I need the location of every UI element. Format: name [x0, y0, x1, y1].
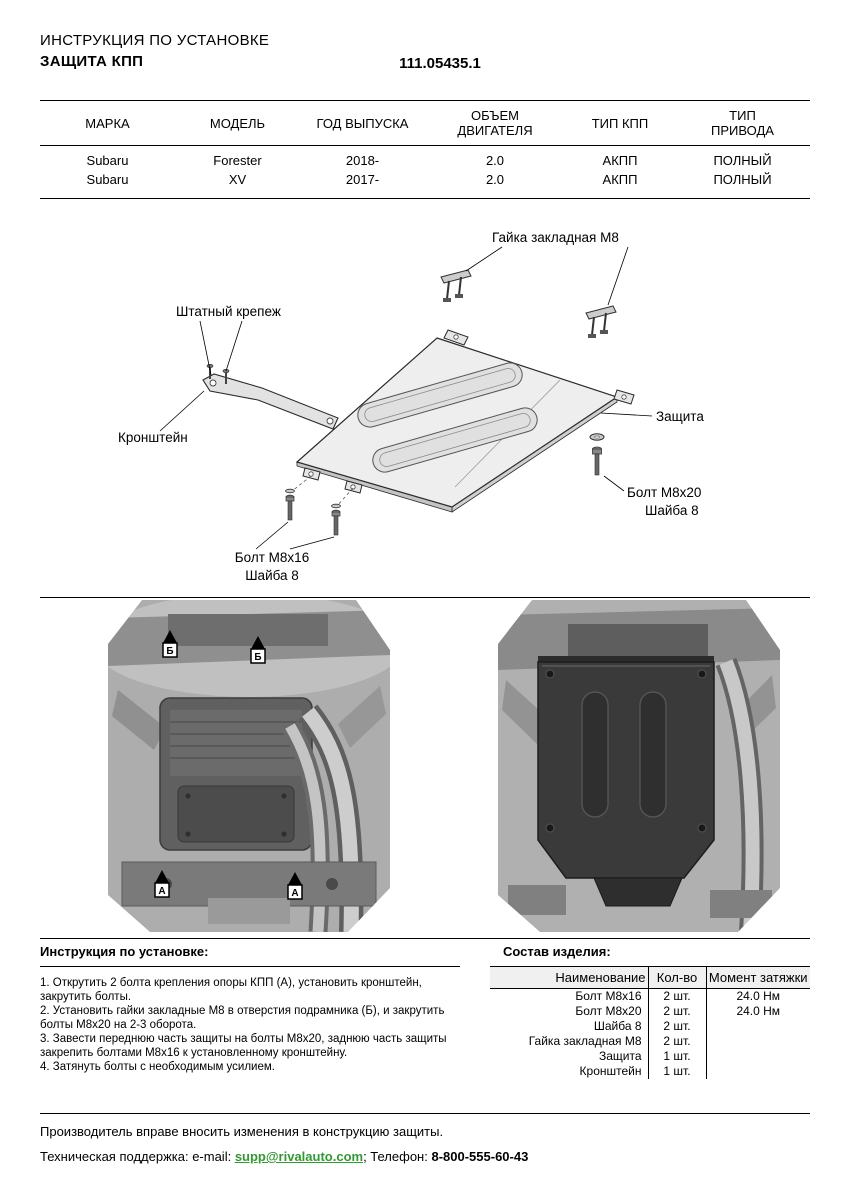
marker-letter: А — [158, 886, 166, 897]
spec-header-row — [40, 101, 810, 146]
bolt-m8x16-glyph — [286, 476, 312, 520]
part-name: Болт М8х16 — [490, 989, 648, 1005]
photo-underbody-after — [498, 600, 780, 937]
bracket-drawing — [203, 364, 338, 429]
install-step: 4. Затянуть болты с необходимым усилием. — [40, 1061, 275, 1073]
doc-type-title: ИНСТРУКЦИЯ ПО УСТАНОВКЕ — [40, 32, 270, 49]
parts-row — [490, 1004, 810, 1019]
spec-cell: Subaru — [40, 170, 175, 199]
embedded-nut-right — [586, 306, 616, 338]
install-step: 3. Завести переднюю часть защиты на болты М8х20, заднюю часть защиты закрепить болтами М8х16 к установленному кронштейну. — [40, 1033, 447, 1059]
part-name: Шайба 8 — [490, 1019, 648, 1034]
support-line — [40, 1149, 528, 1164]
label-bracket: Кронштейн — [118, 430, 188, 445]
spec-cell: Forester — [213, 153, 262, 168]
divider-above-instructions — [40, 938, 810, 939]
support-email-link[interactable]: supp@rivalauto.com — [234, 1149, 364, 1164]
spec-cell: АКПП — [602, 153, 638, 168]
label-shield: Защита — [656, 409, 704, 424]
spec-row — [40, 170, 810, 199]
divider-above-photos — [40, 597, 810, 598]
parts-table — [490, 966, 810, 1079]
parts-row — [490, 1019, 810, 1034]
spec-col-brand — [40, 101, 175, 146]
label-bolt-m8x20: Болт М8х20 — [627, 485, 702, 500]
parts-row — [490, 989, 810, 1005]
label-embedded-nut: Гайка закладная М8 — [492, 230, 619, 245]
part-qty: 2 шт. — [648, 1019, 706, 1034]
parts-row — [490, 1049, 810, 1064]
label-washer-right: Шайба 8 — [645, 503, 699, 518]
parts-row — [490, 1034, 810, 1049]
spec-col-label: ОБЪЕМ ДВИГАТЕЛЯ — [457, 108, 533, 138]
parts-row — [490, 1064, 810, 1079]
spec-col-model — [175, 101, 300, 146]
installed-bracket-shape — [594, 878, 682, 906]
support-mid: ; Телефон: — [363, 1149, 432, 1164]
marker-letter: А — [291, 888, 299, 899]
support-phone: 8-800-555-60-43 — [431, 1149, 529, 1164]
spec-col-label: ТИП КПП — [591, 115, 649, 131]
install-step: 2. Установить гайки закладные М8 в отверстия подрамника (Б), и закрутить болты М8х20 на 2-3 оборота. — [40, 1005, 445, 1031]
part-torque — [706, 1019, 810, 1034]
manufacturer-notice: Производитель вправе вносить изменения в конструкцию защиты. — [40, 1124, 444, 1139]
part-torque: 24.0 Нм — [736, 1004, 781, 1018]
label-oem-fastener: Штатный крепеж — [176, 304, 281, 319]
part-name: Болт М8х20 — [490, 1004, 648, 1019]
spec-cell: ПОЛНЫЙ — [675, 170, 810, 199]
part-qty: 1 шт. — [648, 1064, 706, 1079]
parts-section-title: Состав изделия: — [503, 944, 611, 959]
spec-cell: 2.0 — [425, 170, 565, 199]
spec-row — [40, 146, 810, 171]
part-qty: 1 шт. — [648, 1049, 706, 1064]
part-torque — [706, 1049, 810, 1064]
photo-underbody-before — [108, 600, 390, 937]
part-number: 111.05435.1 — [399, 55, 481, 72]
install-section-title: Инструкция по установке: — [40, 944, 209, 959]
parts-col-torque: Момент затяжки — [706, 967, 810, 989]
spec-cell: 2018- — [345, 153, 380, 168]
install-title-rule — [40, 966, 460, 967]
spec-col-label: ГОД ВЫПУСКА — [316, 115, 409, 131]
install-steps — [40, 976, 470, 1074]
exploded-view-diagram — [0, 225, 849, 600]
spec-cell: 2017- — [300, 170, 425, 199]
label-bolt-m8x16: Болт М8х16 — [234, 550, 310, 565]
spec-col-gearbox — [565, 101, 675, 146]
part-name: Защита — [490, 1049, 648, 1064]
spec-cell: XV — [175, 170, 300, 199]
marker-letter: Б — [166, 646, 174, 657]
spec-cell: Subaru — [86, 153, 129, 168]
part-name: Гайка закладная М8 — [490, 1034, 648, 1049]
bolt-m8x16-glyph — [332, 488, 354, 535]
product-title: ЗАЩИТА КПП — [40, 53, 144, 70]
spec-cell: АКПП — [565, 170, 675, 199]
photo-after-svg — [498, 600, 780, 932]
shield-plate-drawing — [297, 330, 634, 512]
installed-shield-shape — [538, 656, 714, 878]
photo-before-svg — [108, 600, 390, 932]
part-torque — [706, 1064, 810, 1079]
part-qty: 2 шт. — [648, 1034, 706, 1049]
parts-header-row — [490, 967, 810, 989]
divider-above-footer — [40, 1113, 810, 1114]
part-torque: 24.0 Нм — [736, 989, 781, 1003]
install-step: 1. Открутить 2 болта крепления опоры КПП (А), установить кронштейн, закрутить болты. — [40, 977, 422, 1003]
marker-letter: Б — [254, 652, 262, 663]
parts-col-name: Наименование — [490, 967, 648, 989]
spec-col-year — [300, 101, 425, 146]
spec-cell: ПОЛНЫЙ — [713, 153, 772, 168]
spec-col-label: МАРКА — [85, 115, 130, 131]
spec-col-label: ТИП ПРИВОДА — [711, 108, 774, 138]
vehicle-spec-table — [40, 100, 810, 199]
parts-col-qty: Кол-во — [648, 967, 706, 989]
part-torque — [706, 1034, 810, 1049]
label-washer-bottom: Шайба 8 — [245, 568, 299, 583]
transmission-shape — [160, 698, 312, 850]
support-prefix: Техническая поддержка: e-mail: — [40, 1149, 235, 1164]
embedded-nut-left — [441, 270, 471, 302]
spec-col-engine — [425, 101, 565, 146]
part-name: Кронштейн — [490, 1064, 648, 1079]
part-qty: 2 шт. — [648, 989, 706, 1005]
spec-cell: 2.0 — [485, 153, 505, 168]
bolt-m8x20-glyph — [590, 434, 604, 475]
diagram-svg — [0, 225, 849, 600]
spec-col-drive — [675, 101, 810, 146]
part-qty: 2 шт. — [648, 1004, 706, 1019]
spec-col-label: МОДЕЛЬ — [209, 115, 266, 131]
